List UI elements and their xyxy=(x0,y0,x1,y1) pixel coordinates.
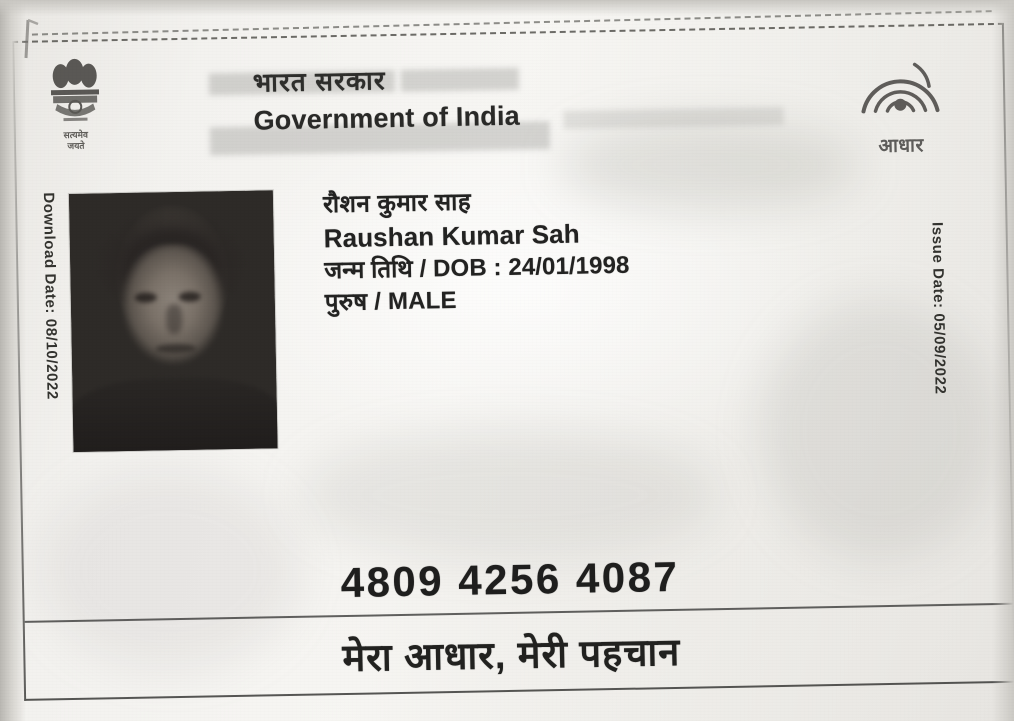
holder-gender: पुरुष / MALE xyxy=(324,286,457,317)
photo-torso xyxy=(69,376,278,452)
aadhaar-logo-word: आधार xyxy=(878,135,924,158)
aadhaar-slogan: मेरा आधार, मेरी पहचान xyxy=(342,631,681,681)
government-title-english: Government of India xyxy=(253,100,521,136)
svg-text:जयते: जयते xyxy=(67,140,85,151)
holder-name-english: Raushan Kumar Sah xyxy=(323,218,580,254)
government-title-hindi: भारत सरकार xyxy=(252,65,386,98)
photo-nose xyxy=(166,304,183,334)
issue-date-label: Issue Date: 05/09/2022 xyxy=(928,221,949,395)
portrait-photo xyxy=(69,190,278,452)
download-date-label: Download Date: 08/10/2022 xyxy=(39,192,61,401)
holder-photo xyxy=(69,190,278,452)
holder-details xyxy=(323,183,885,323)
holder-name-hindi: रौशन कुमार साह xyxy=(322,188,472,219)
national-emblem-icon xyxy=(40,45,110,166)
svg-text:सत्यमेव: सत्यमेव xyxy=(63,129,89,141)
aadhaar-card xyxy=(2,7,1010,715)
government-header xyxy=(253,60,724,136)
aadhaar-number: 4809 4256 4087 xyxy=(340,552,680,607)
aadhaar-logo-icon xyxy=(844,46,956,158)
holder-dob: जन्म तिथि / DOB : 24/01/1998 xyxy=(324,251,630,285)
